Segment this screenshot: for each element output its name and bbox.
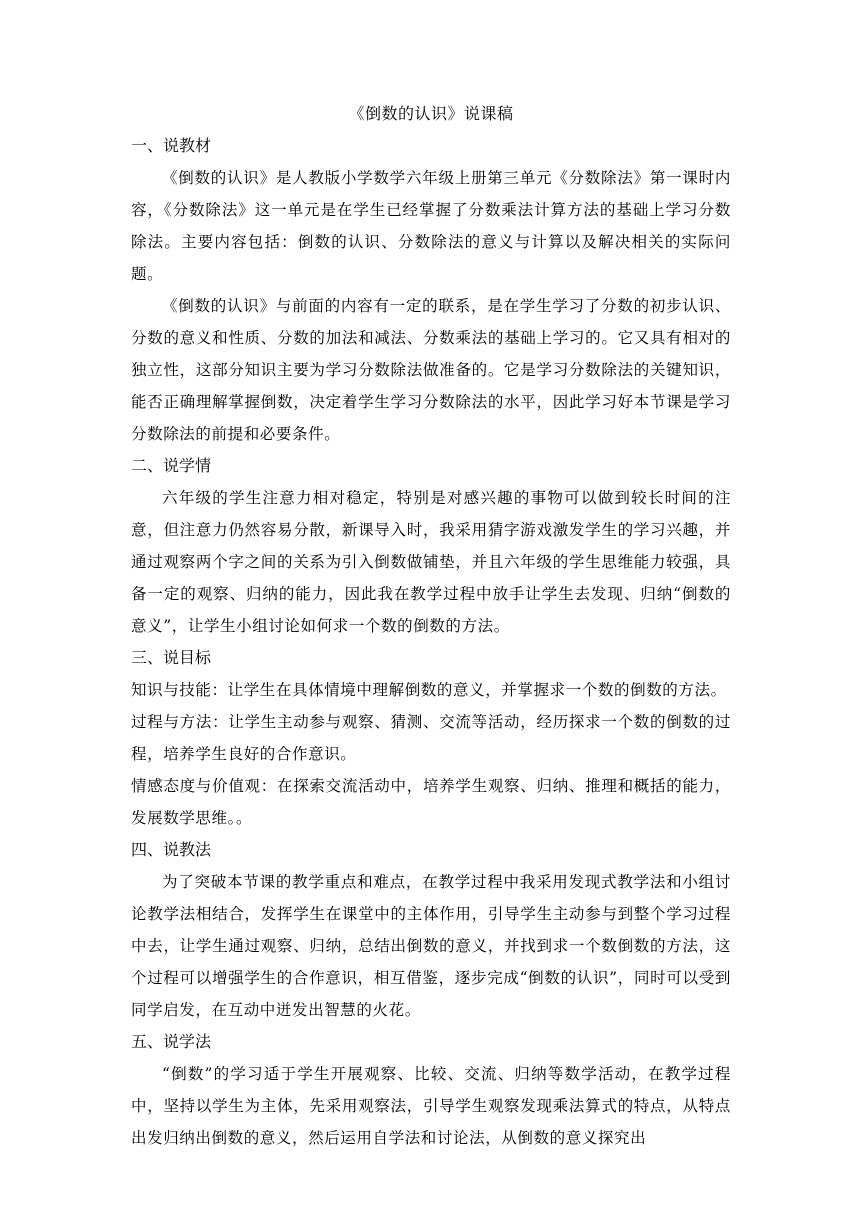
document-page (131, 98, 731, 1154)
objective-process-methods: 过程与方法：让学生主动参与观察、猜测、交流等活动，经历探求一个数的倒数的过程，培养学生良好的合作意识。 (131, 713, 731, 763)
section-heading-objectives: 三、说目标 (131, 648, 212, 667)
paragraph-material-2: 《倒数的认识》与前面的内容有一定的联系，是在学生学习了分数的初步认识、分数的意义和性质、分数的加法和减法、分数乘法的基础上学习的。它又具有相对的独立性，这部分知识主要为学习分数除法做准备的。它是学习分数除法的关键知识，能否正确理解掌握倒数，决定着学生学习分数除法的水平，因此学习好本节课是学习分数除法的前提和必要条件。 (131, 297, 731, 443)
paragraph-student-analysis: 六年级的学生注意力相对稳定，特别是对感兴趣的事物可以做到较长时间的注意，但注意力仍然容易分散，新课导入时，我采用猜字游戏激发学生的学习兴趣，并通过观察两个字之间的关系为引入倒数做铺垫，并且六年级的学生思维能力较强，具备一定的观察、归纳的能力，因此我在教学过程中放手让学生去发现、归纳“倒数的意义”，让学生小组讨论如何求一个数的倒数的方法。 (131, 489, 731, 635)
paragraph-teaching-methods: 为了突破本节课的教学重点和难点，在教学过程中我采用发现式教学法和小组讨论教学法相结合，发挥学生在课堂中的主体作用，引导学生主动参与到整个学习过程中去，让学生通过观察、归纳，总结出倒数的意义，并找到求一个数倒数的方法，这个过程可以增强学生的合作意识，相互借鉴，逐步完成“倒数的认识”，同时可以受到同学启发，在互动中迸发出智慧的火花。 (131, 873, 731, 1019)
document-title: 《倒数的认识》说课稿 (348, 104, 514, 123)
objective-emotional-values: 情感态度与价值观：在探索交流活动中，培养学生观察、归纳、推理和概括的能力，发展数学思维。。 (131, 777, 731, 827)
section-heading-student-analysis: 二、说学情 (131, 456, 212, 475)
paragraph-learning-methods: “倒数”的学习适于学生开展观察、比较、交流、归纳等数学活动，在教学过程中，坚持以学生为主体，先采用观察法，引导学生观察发现乘法算式的特点，从特点出发归纳出倒数的意义，然后运用自学法和讨论法，从倒数的意义探究出 (131, 1065, 731, 1147)
section-heading-learning-methods: 五、说学法 (131, 1032, 212, 1051)
section-heading-teaching-methods: 四、说教法 (131, 840, 212, 859)
paragraph-material-1: 《倒数的认识》是人教版小学数学六年级上册第三单元《分数除法》第一课时内容，《分数除法》这一单元是在学生已经掌握了分数乘法计算方法的基础上学习分数除法。主要内容包括：倒数的认识、分数除法的意义与计算以及解决相关的实际问题。 (131, 169, 731, 283)
section-heading-teaching-material: 一、说教材 (131, 136, 212, 155)
objective-knowledge-skills: 知识与技能：让学生在具体情境中理解倒数的意义，并掌握求一个数的倒数的方法。 (131, 681, 727, 699)
